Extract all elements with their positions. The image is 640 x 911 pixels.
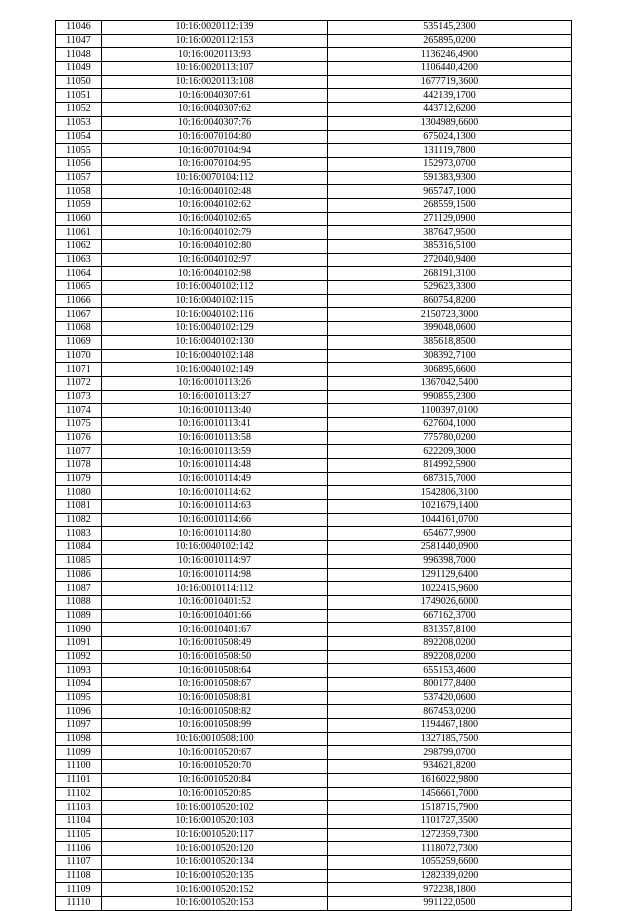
cadastral-number-cell: 10:16:0010114:97 [102,554,328,568]
value-cell: 442139,1700 [328,89,572,103]
row-number-cell: 11064 [56,267,102,281]
row-number-cell: 11051 [56,89,102,103]
value-cell: 675024,1300 [328,130,572,144]
row-number-cell: 11092 [56,650,102,664]
cadastral-number-cell: 10:16:0010520:70 [102,760,328,774]
cadastral-number-cell: 10:16:0010113:58 [102,431,328,445]
row-number-cell: 11082 [56,513,102,527]
table-row [56,705,572,719]
value-cell: 1021679,1400 [328,500,572,514]
value-cell: 867453,0200 [328,705,572,719]
value-cell: 271129,0900 [328,212,572,226]
cadastral-number-cell: 10:16:0010114:98 [102,568,328,582]
table-row [56,417,572,431]
row-number-cell: 11073 [56,390,102,404]
cadastral-number-cell: 10:16:0020113:93 [102,48,328,62]
table-row [56,75,572,89]
row-number-cell: 11085 [56,554,102,568]
cadastral-number-cell: 10:16:0020112:153 [102,34,328,48]
value-cell: 152973,0700 [328,157,572,171]
value-cell: 1044161,0700 [328,513,572,527]
value-cell: 1118072,7300 [328,842,572,856]
value-cell: 387647,9500 [328,226,572,240]
document-page [55,20,571,911]
table-row [56,814,572,828]
table-row [56,486,572,500]
row-number-cell: 11060 [56,212,102,226]
value-cell: 537420,0600 [328,691,572,705]
row-number-cell: 11090 [56,623,102,637]
value-cell: 1136246,4900 [328,48,572,62]
table-row [56,376,572,390]
table-row [56,431,572,445]
value-cell: 655153,4600 [328,664,572,678]
row-number-cell: 11061 [56,226,102,240]
value-cell: 627604,1000 [328,417,572,431]
value-cell: 814992,5900 [328,459,572,473]
table-row [56,294,572,308]
table-row [56,185,572,199]
table-row [56,62,572,76]
row-number-cell: 11059 [56,198,102,212]
value-cell: 687315,7000 [328,472,572,486]
row-number-cell: 11083 [56,527,102,541]
row-number-cell: 11108 [56,869,102,883]
table-row [56,554,572,568]
cadastral-number-cell: 10:16:0010508:82 [102,705,328,719]
table-row [56,198,572,212]
table-row [56,267,572,281]
table-row [56,897,572,911]
table-row [56,500,572,514]
cadastral-number-cell: 10:16:0010508:100 [102,732,328,746]
value-cell: 892208,0200 [328,650,572,664]
cadastral-number-cell: 10:16:0040102:148 [102,349,328,363]
value-cell: 2581440,0900 [328,541,572,555]
value-cell: 1518715,7900 [328,801,572,815]
cadastral-number-cell: 10:16:0010114:49 [102,472,328,486]
table-row [56,390,572,404]
table-row [56,664,572,678]
row-number-cell: 11089 [56,609,102,623]
value-cell: 529623,3300 [328,281,572,295]
table-row [56,582,572,596]
value-cell: 991122,0500 [328,897,572,911]
table-row [56,787,572,801]
value-cell: 667162,3700 [328,609,572,623]
cadastral-number-cell: 10:16:0010114:66 [102,513,328,527]
table-row [56,103,572,117]
value-cell: 2150723,3000 [328,308,572,322]
row-number-cell: 11104 [56,814,102,828]
cadastral-number-cell: 10:16:0010401:67 [102,623,328,637]
table-row [56,404,572,418]
table-row [56,732,572,746]
cadastral-number-cell: 10:16:0010508:64 [102,664,328,678]
cadastral-number-cell: 10:16:0010401:66 [102,609,328,623]
value-cell: 1282339,0200 [328,869,572,883]
cadastral-number-cell: 10:16:0010113:27 [102,390,328,404]
value-cell: 399048,0600 [328,322,572,336]
cadastral-number-cell: 10:16:0010520:153 [102,897,328,911]
row-number-cell: 11106 [56,842,102,856]
table-row [56,623,572,637]
table-row [56,171,572,185]
value-cell: 268559,1500 [328,198,572,212]
value-cell: 860754,8200 [328,294,572,308]
value-cell: 1291129,6400 [328,568,572,582]
row-number-cell: 11062 [56,240,102,254]
table-row [56,253,572,267]
cadastral-number-cell: 10:16:0040102:98 [102,267,328,281]
cadastral-number-cell: 10:16:0040307:76 [102,116,328,130]
cadastral-number-cell: 10:16:0040102:80 [102,240,328,254]
table-row [56,212,572,226]
table-row [56,34,572,48]
table-row [56,541,572,555]
row-number-cell: 11076 [56,431,102,445]
cadastral-number-cell: 10:16:0020112:139 [102,21,328,35]
cadastral-number-cell: 10:16:0040102:62 [102,198,328,212]
value-cell: 1749026,6000 [328,595,572,609]
value-cell: 990855,2300 [328,390,572,404]
cadastral-number-cell: 10:16:0010508:67 [102,678,328,692]
row-number-cell: 11075 [56,417,102,431]
table-row [56,678,572,692]
row-number-cell: 11103 [56,801,102,815]
row-number-cell: 11084 [56,541,102,555]
cadastral-number-cell: 10:16:0040102:129 [102,322,328,336]
table-row [56,650,572,664]
cadastral-number-cell: 10:16:0040102:79 [102,226,328,240]
row-number-cell: 11066 [56,294,102,308]
cadastral-number-cell: 10:16:0010113:26 [102,376,328,390]
row-number-cell: 11071 [56,363,102,377]
table-row [56,157,572,171]
value-cell: 265895,0200 [328,34,572,48]
value-cell: 1106440,4200 [328,62,572,76]
cadastral-number-cell: 10:16:0010113:40 [102,404,328,418]
row-number-cell: 11086 [56,568,102,582]
row-number-cell: 11097 [56,719,102,733]
row-number-cell: 11056 [56,157,102,171]
row-number-cell: 11049 [56,62,102,76]
row-number-cell: 11088 [56,595,102,609]
table-row [56,869,572,883]
value-cell: 1542806,3100 [328,486,572,500]
value-cell: 775780,0200 [328,431,572,445]
cadastral-number-cell: 10:16:0040102:112 [102,281,328,295]
cadastral-number-cell: 10:16:0020113:108 [102,75,328,89]
cadastral-number-cell: 10:16:0010520:67 [102,746,328,760]
cadastral-number-cell: 10:16:0040102:142 [102,541,328,555]
value-cell: 131119,7800 [328,144,572,158]
value-cell: 1304989,6600 [328,116,572,130]
cadastral-number-cell: 10:16:0070104:80 [102,130,328,144]
row-number-cell: 11046 [56,21,102,35]
value-cell: 1100397,0100 [328,404,572,418]
value-cell: 1367042,5400 [328,376,572,390]
table-row [56,883,572,897]
value-cell: 298799,0700 [328,746,572,760]
row-number-cell: 11048 [56,48,102,62]
cadastral-number-cell: 10:16:0040102:115 [102,294,328,308]
value-cell: 800177,8400 [328,678,572,692]
cadastral-number-cell: 10:16:0040307:62 [102,103,328,117]
table-row [56,445,572,459]
row-number-cell: 11095 [56,691,102,705]
value-cell: 1194467,1800 [328,719,572,733]
value-cell: 654677,9900 [328,527,572,541]
table-row [56,691,572,705]
value-cell: 308392,7100 [328,349,572,363]
value-cell: 535145,2300 [328,21,572,35]
cadastral-number-cell: 10:16:0020113:107 [102,62,328,76]
value-cell: 1677719,3600 [328,75,572,89]
row-number-cell: 11107 [56,855,102,869]
row-number-cell: 11102 [56,787,102,801]
row-number-cell: 11047 [56,34,102,48]
row-number-cell: 11094 [56,678,102,692]
value-cell: 1327185,7500 [328,732,572,746]
value-cell: 1101727,3500 [328,814,572,828]
table-row [56,308,572,322]
value-cell: 443712,6200 [328,103,572,117]
value-cell: 934621,8200 [328,760,572,774]
row-number-cell: 11065 [56,281,102,295]
value-cell: 385316,5100 [328,240,572,254]
value-cell: 1022415,9600 [328,582,572,596]
cadastral-number-cell: 10:16:0010113:59 [102,445,328,459]
cadastral-number-cell: 10:16:0010114:48 [102,459,328,473]
row-number-cell: 11063 [56,253,102,267]
row-number-cell: 11093 [56,664,102,678]
table-row [56,130,572,144]
row-number-cell: 11100 [56,760,102,774]
value-cell: 965747,1000 [328,185,572,199]
row-number-cell: 11079 [56,472,102,486]
row-number-cell: 11099 [56,746,102,760]
cadastral-number-cell: 10:16:0070104:94 [102,144,328,158]
value-cell: 1616022,9800 [328,773,572,787]
table-body [56,21,572,911]
row-number-cell: 11053 [56,116,102,130]
table-row [56,513,572,527]
table-row [56,595,572,609]
row-number-cell: 11081 [56,500,102,514]
row-number-cell: 11057 [56,171,102,185]
cadastral-number-cell: 10:16:0040102:97 [102,253,328,267]
table-row [56,89,572,103]
table-row [56,281,572,295]
table-row [56,459,572,473]
table-row [56,472,572,486]
table-row [56,760,572,774]
table-row [56,527,572,541]
cadastral-number-cell: 10:16:0010114:80 [102,527,328,541]
cadastral-number-cell: 10:16:0010113:41 [102,417,328,431]
cadastral-value-table [55,20,572,911]
cadastral-number-cell: 10:16:0010114:112 [102,582,328,596]
value-cell: 272040,9400 [328,253,572,267]
table-row [56,322,572,336]
row-number-cell: 11098 [56,732,102,746]
table-row [56,855,572,869]
table-row [56,773,572,787]
cadastral-number-cell: 10:16:0010520:134 [102,855,328,869]
value-cell: 385618,8500 [328,335,572,349]
cadastral-number-cell: 10:16:0010520:84 [102,773,328,787]
row-number-cell: 11055 [56,144,102,158]
row-number-cell: 11080 [56,486,102,500]
cadastral-number-cell: 10:16:0010508:50 [102,650,328,664]
cadastral-number-cell: 10:16:0070104:112 [102,171,328,185]
table-row [56,609,572,623]
value-cell: 972238,1800 [328,883,572,897]
cadastral-number-cell: 10:16:0040102:65 [102,212,328,226]
row-number-cell: 11067 [56,308,102,322]
row-number-cell: 11109 [56,883,102,897]
value-cell: 306895,6600 [328,363,572,377]
table-row [56,568,572,582]
cadastral-number-cell: 10:16:0040102:149 [102,363,328,377]
cadastral-number-cell: 10:16:0010520:152 [102,883,328,897]
cadastral-number-cell: 10:16:0010508:99 [102,719,328,733]
row-number-cell: 11068 [56,322,102,336]
row-number-cell: 11096 [56,705,102,719]
row-number-cell: 11050 [56,75,102,89]
cadastral-number-cell: 10:16:0070104:95 [102,157,328,171]
row-number-cell: 11069 [56,335,102,349]
row-number-cell: 11077 [56,445,102,459]
row-number-cell: 11110 [56,897,102,911]
cadastral-number-cell: 10:16:0040307:61 [102,89,328,103]
cadastral-number-cell: 10:16:0010114:63 [102,500,328,514]
table-row [56,363,572,377]
table-row [56,144,572,158]
table-row [56,636,572,650]
row-number-cell: 11091 [56,636,102,650]
cadastral-number-cell: 10:16:0040102:130 [102,335,328,349]
row-number-cell: 11072 [56,376,102,390]
table-row [56,240,572,254]
table-row [56,226,572,240]
table-row [56,828,572,842]
cadastral-number-cell: 10:16:0010520:135 [102,869,328,883]
table-row [56,746,572,760]
row-number-cell: 11052 [56,103,102,117]
cadastral-number-cell: 10:16:0010508:81 [102,691,328,705]
row-number-cell: 11058 [56,185,102,199]
row-number-cell: 11087 [56,582,102,596]
row-number-cell: 11078 [56,459,102,473]
cadastral-number-cell: 10:16:0040102:48 [102,185,328,199]
row-number-cell: 11105 [56,828,102,842]
table-row [56,801,572,815]
cadastral-number-cell: 10:16:0010508:49 [102,636,328,650]
value-cell: 622209,3000 [328,445,572,459]
row-number-cell: 11070 [56,349,102,363]
value-cell: 1272359,7300 [328,828,572,842]
row-number-cell: 11101 [56,773,102,787]
cadastral-number-cell: 10:16:0010401:52 [102,595,328,609]
table-row [56,48,572,62]
value-cell: 831357,8100 [328,623,572,637]
table-row [56,842,572,856]
cadastral-number-cell: 10:16:0010520:103 [102,814,328,828]
table-row [56,21,572,35]
value-cell: 996398,7000 [328,554,572,568]
cadastral-number-cell: 10:16:0010520:85 [102,787,328,801]
cadastral-number-cell: 10:16:0010520:120 [102,842,328,856]
cadastral-number-cell: 10:16:0010520:117 [102,828,328,842]
row-number-cell: 11054 [56,130,102,144]
table-row [56,719,572,733]
value-cell: 1456661,7000 [328,787,572,801]
value-cell: 268191,3100 [328,267,572,281]
value-cell: 591383,9300 [328,171,572,185]
table-row [56,349,572,363]
cadastral-number-cell: 10:16:0010520:102 [102,801,328,815]
cadastral-number-cell: 10:16:0010114:62 [102,486,328,500]
value-cell: 1055259,6600 [328,855,572,869]
value-cell: 892208,0200 [328,636,572,650]
table-row [56,335,572,349]
row-number-cell: 11074 [56,404,102,418]
cadastral-number-cell: 10:16:0040102:116 [102,308,328,322]
table-row [56,116,572,130]
